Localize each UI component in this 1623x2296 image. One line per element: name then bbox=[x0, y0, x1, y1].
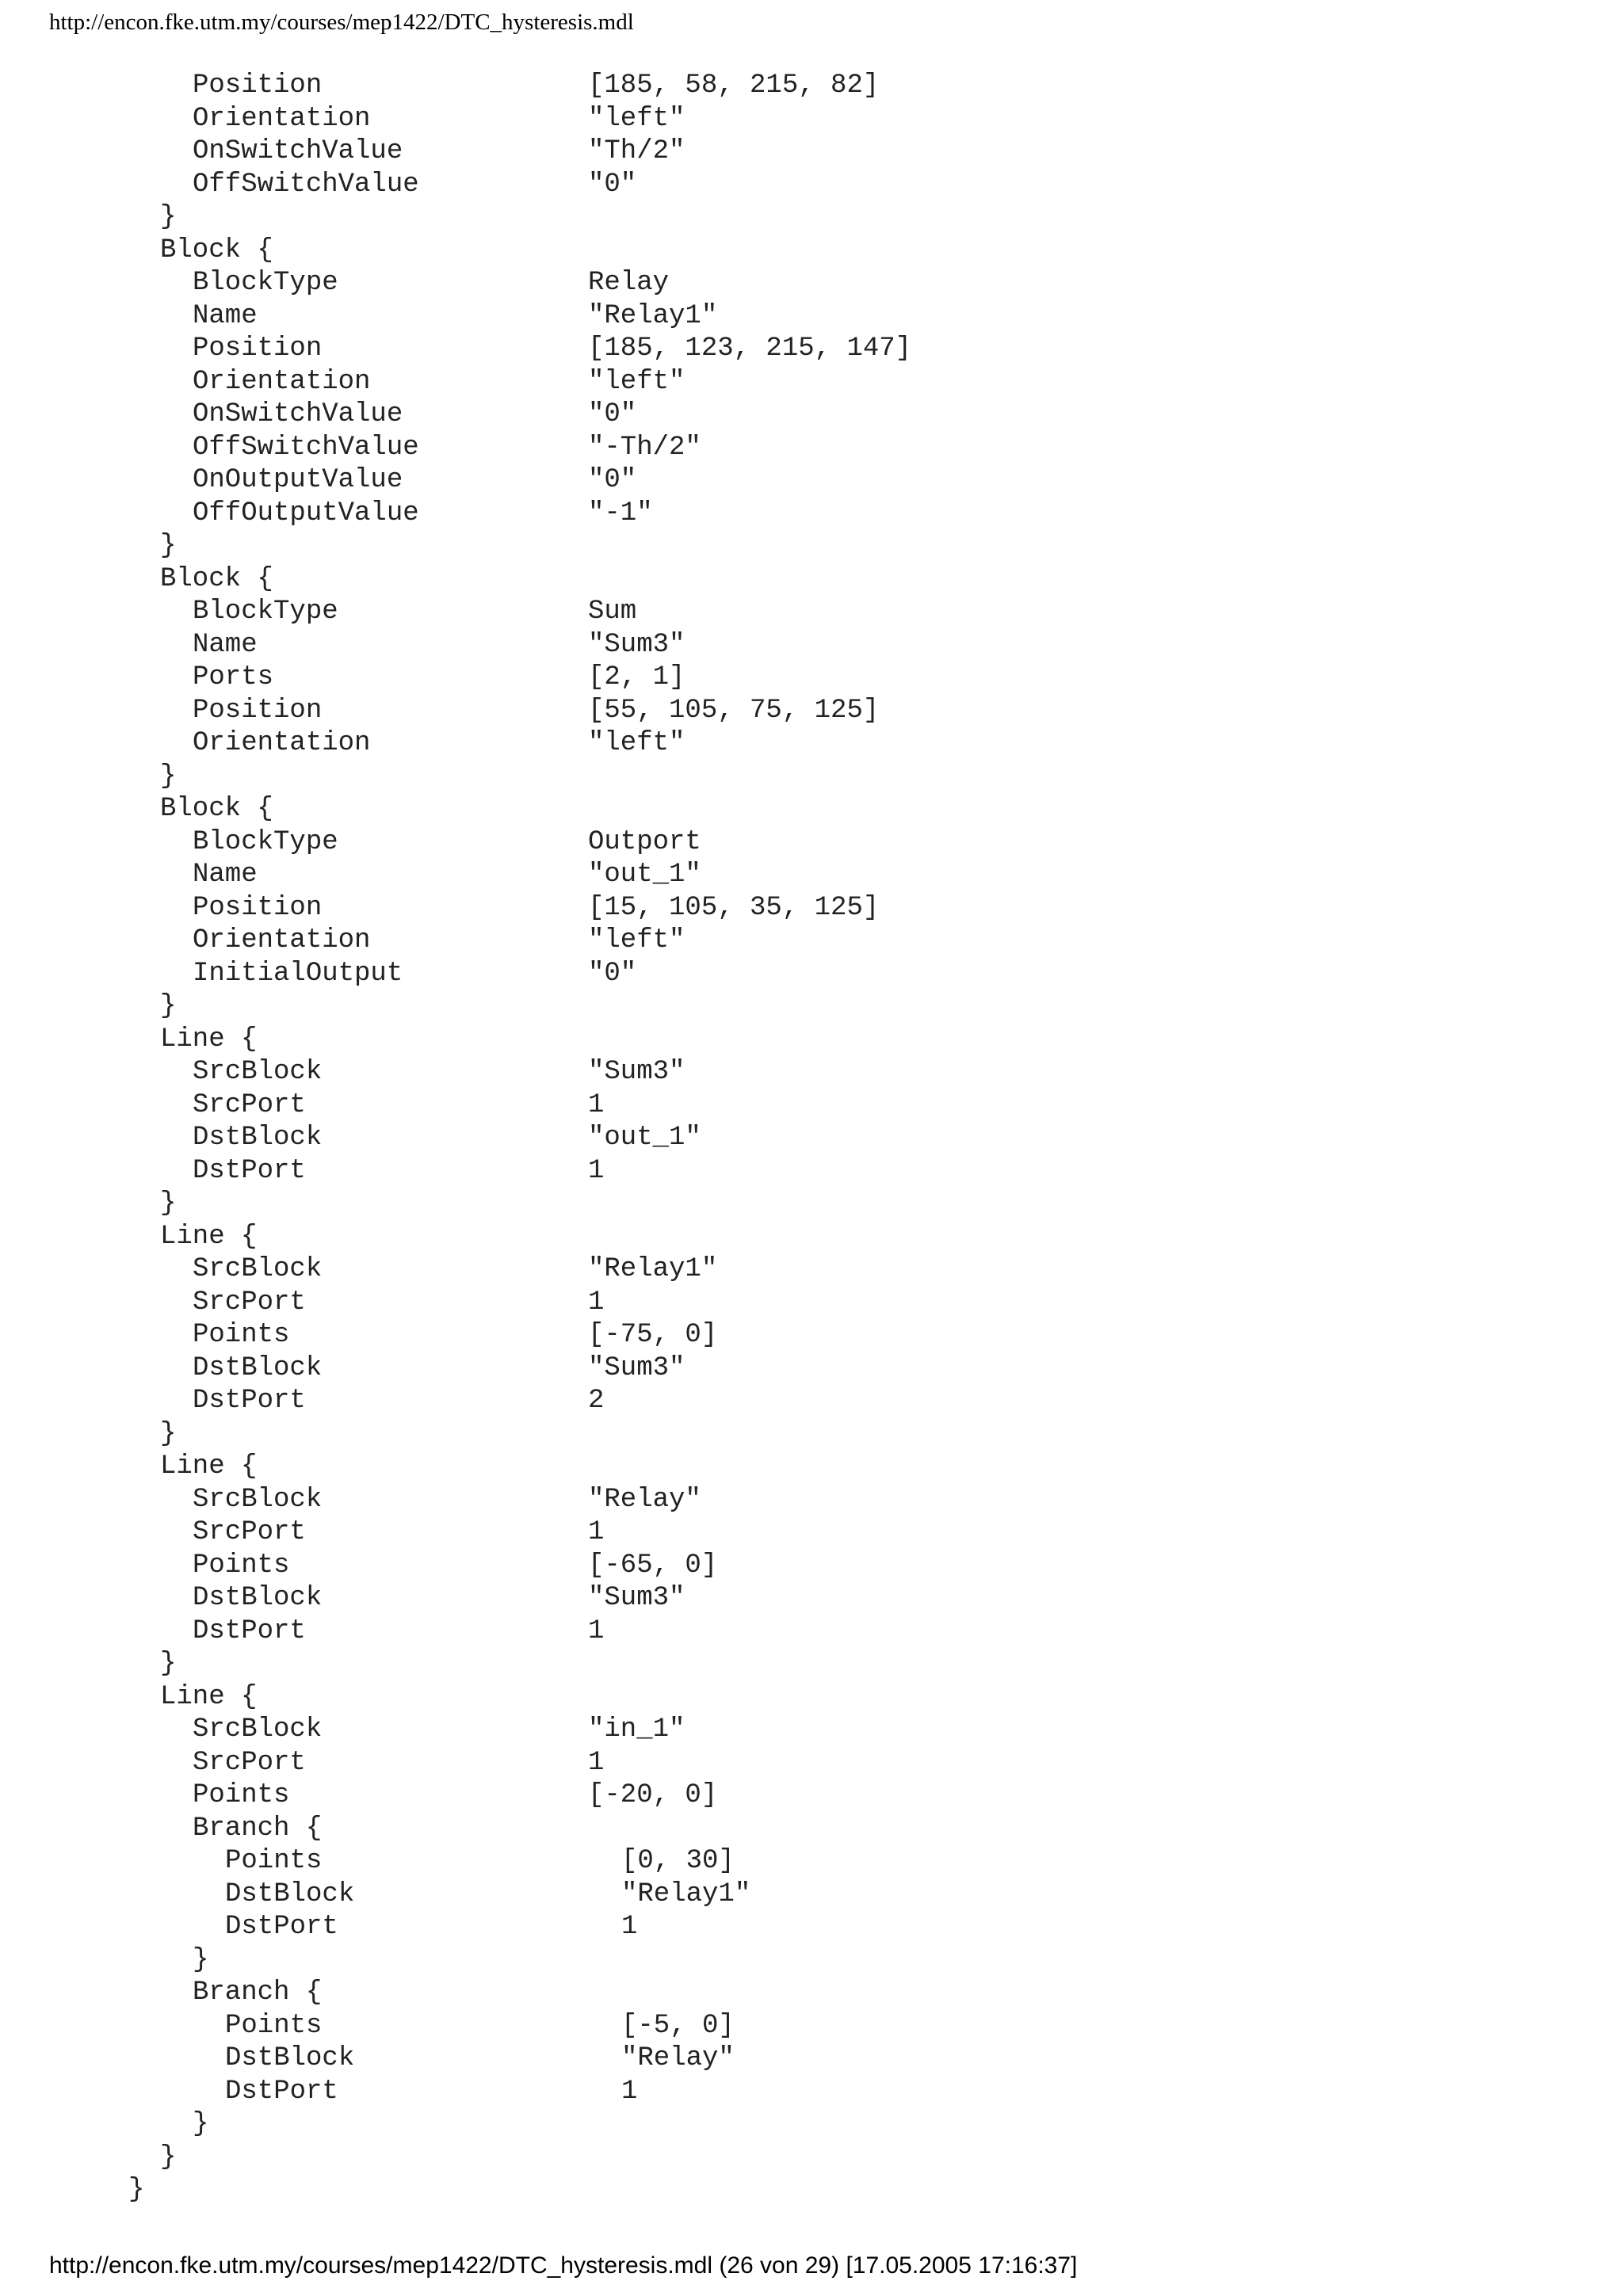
code-value: "Relay1" bbox=[588, 1254, 718, 1284]
code-value: [-65, 0] bbox=[588, 1550, 718, 1581]
code-key: Line { bbox=[160, 1451, 258, 1482]
code-value: 1 bbox=[588, 1155, 605, 1186]
code-key: Name bbox=[193, 300, 258, 331]
code-key: Points bbox=[193, 1320, 290, 1350]
code-key: Branch { bbox=[193, 1813, 323, 1844]
code-key: Branch { bbox=[193, 1978, 323, 2008]
code-key: DstPort bbox=[225, 1912, 338, 1942]
code-key: BlockType bbox=[193, 826, 338, 857]
code-value: "Sum3" bbox=[588, 1057, 685, 1087]
code-key: BlockType bbox=[193, 268, 338, 298]
code-value: "left" bbox=[588, 728, 685, 758]
code-value: Sum bbox=[588, 597, 637, 627]
code-key: Orientation bbox=[193, 925, 371, 955]
code-value: [15, 105, 35, 125] bbox=[588, 892, 880, 923]
code-value: "Relay" bbox=[588, 1484, 701, 1515]
code-key: } bbox=[160, 2142, 177, 2172]
code-value: "Sum3" bbox=[588, 1583, 685, 1613]
code-key: Position bbox=[193, 892, 323, 923]
code-key: } bbox=[160, 1418, 177, 1449]
code-key: DstBlock bbox=[225, 2043, 355, 2073]
code-key: Orientation bbox=[193, 728, 371, 758]
code-value: Relay bbox=[588, 268, 670, 298]
code-value: 1 bbox=[621, 2076, 638, 2107]
code-key: Orientation bbox=[193, 366, 371, 397]
page-header-url: http://encon.fke.utm.my/courses/mep1422/DTC_hysteresis.mdl bbox=[49, 10, 634, 35]
code-key: Points bbox=[193, 1550, 290, 1581]
code-key: SrcBlock bbox=[193, 1057, 323, 1087]
code-key: } bbox=[160, 202, 177, 232]
code-value: 1 bbox=[588, 1089, 605, 1120]
code-value: [-75, 0] bbox=[588, 1320, 718, 1350]
code-value: "0" bbox=[588, 399, 637, 429]
code-key: SrcBlock bbox=[193, 1254, 323, 1284]
code-key: OffSwitchValue bbox=[193, 169, 419, 200]
code-value: [55, 105, 75, 125] bbox=[588, 695, 880, 726]
code-value: 1 bbox=[588, 1747, 605, 1778]
code-value: "left" bbox=[588, 103, 685, 134]
code-key: InitialOutput bbox=[193, 958, 403, 989]
code-key: OnOutputValue bbox=[193, 465, 403, 495]
code-value: 1 bbox=[621, 1912, 638, 1942]
code-value: "in_1" bbox=[588, 1714, 685, 1745]
code-key: Block { bbox=[160, 235, 273, 265]
code-value: [-5, 0] bbox=[621, 2010, 735, 2041]
code-key: BlockType bbox=[193, 597, 338, 627]
code-value: "Th/2" bbox=[588, 136, 685, 166]
code-key: SrcPort bbox=[193, 1287, 306, 1318]
code-key: } bbox=[160, 991, 177, 1021]
code-key: Line { bbox=[160, 1221, 258, 1252]
code-key: } bbox=[160, 1649, 177, 1679]
code-key: Position bbox=[193, 71, 323, 101]
code-value: "Relay" bbox=[621, 2043, 735, 2073]
code-key: DstPort bbox=[193, 1155, 306, 1186]
code-value: 1 bbox=[588, 1517, 605, 1547]
code-key: DstBlock bbox=[193, 1583, 323, 1613]
code-key: Block { bbox=[160, 794, 273, 824]
code-value: "out_1" bbox=[588, 1123, 701, 1153]
code-key: } bbox=[128, 2175, 145, 2205]
code-value: "0" bbox=[588, 958, 637, 989]
code-key: } bbox=[160, 761, 177, 791]
code-value: "Relay1" bbox=[621, 1878, 751, 1909]
code-key: OffSwitchValue bbox=[193, 432, 419, 463]
code-key: Points bbox=[225, 2010, 323, 2041]
code-value: [2, 1] bbox=[588, 662, 685, 692]
code-value: [185, 58, 215, 82] bbox=[588, 71, 880, 101]
code-key: SrcPort bbox=[193, 1517, 306, 1547]
code-value: 1 bbox=[588, 1287, 605, 1318]
code-value: Outport bbox=[588, 826, 701, 857]
code-key: Line { bbox=[160, 1024, 258, 1055]
page-footer: http://encon.fke.utm.my/courses/mep1422/DTC_hysteresis.mdl (26 von 29) [17.05.2005 17:16:37] bbox=[49, 2252, 1078, 2279]
code-key: Orientation bbox=[193, 103, 371, 134]
code-value: "-1" bbox=[588, 498, 653, 528]
code-value: "Sum3" bbox=[588, 629, 685, 660]
code-key: DstBlock bbox=[193, 1123, 323, 1153]
code-key: OnSwitchValue bbox=[193, 399, 403, 429]
code-key: Name bbox=[193, 629, 258, 660]
code-key: DstPort bbox=[225, 2076, 338, 2107]
code-key: DstBlock bbox=[225, 1878, 355, 1909]
code-key: SrcPort bbox=[193, 1089, 306, 1120]
code-key: Block { bbox=[160, 563, 273, 594]
code-value: "Sum3" bbox=[588, 1352, 685, 1383]
code-key: Position bbox=[193, 695, 323, 726]
code-key: OffOutputValue bbox=[193, 498, 419, 528]
code-value: "out_1" bbox=[588, 860, 701, 890]
code-value: [185, 123, 215, 147] bbox=[588, 334, 912, 364]
code-key: SrcBlock bbox=[193, 1484, 323, 1515]
code-key: SrcPort bbox=[193, 1747, 306, 1778]
code-key: } bbox=[193, 1944, 209, 1975]
code-value: 1 bbox=[588, 1615, 605, 1646]
code-key: OnSwitchValue bbox=[193, 136, 403, 166]
code-key: } bbox=[160, 1188, 177, 1219]
code-key: Name bbox=[193, 860, 258, 890]
code-key: } bbox=[160, 531, 177, 561]
code-value: "0" bbox=[588, 169, 637, 200]
code-value: [-20, 0] bbox=[588, 1780, 718, 1810]
code-value: "left" bbox=[588, 925, 685, 955]
code-key: Line { bbox=[160, 1681, 258, 1712]
code-key: DstPort bbox=[193, 1386, 306, 1416]
code-key: SrcBlock bbox=[193, 1714, 323, 1745]
code-value: "-Th/2" bbox=[588, 432, 701, 463]
code-key: DstPort bbox=[193, 1615, 306, 1646]
code-key: Points bbox=[225, 1846, 323, 1876]
code-value: 2 bbox=[588, 1386, 605, 1416]
code-value: [0, 30] bbox=[621, 1846, 735, 1876]
code-key: Position bbox=[193, 334, 323, 364]
code-value: "0" bbox=[588, 465, 637, 495]
code-key: Points bbox=[193, 1780, 290, 1810]
code-key: DstBlock bbox=[193, 1352, 323, 1383]
code-key: Ports bbox=[193, 662, 274, 692]
code-key: } bbox=[193, 2109, 209, 2139]
code-value: "left" bbox=[588, 366, 685, 397]
code-value: "Relay1" bbox=[588, 300, 718, 331]
